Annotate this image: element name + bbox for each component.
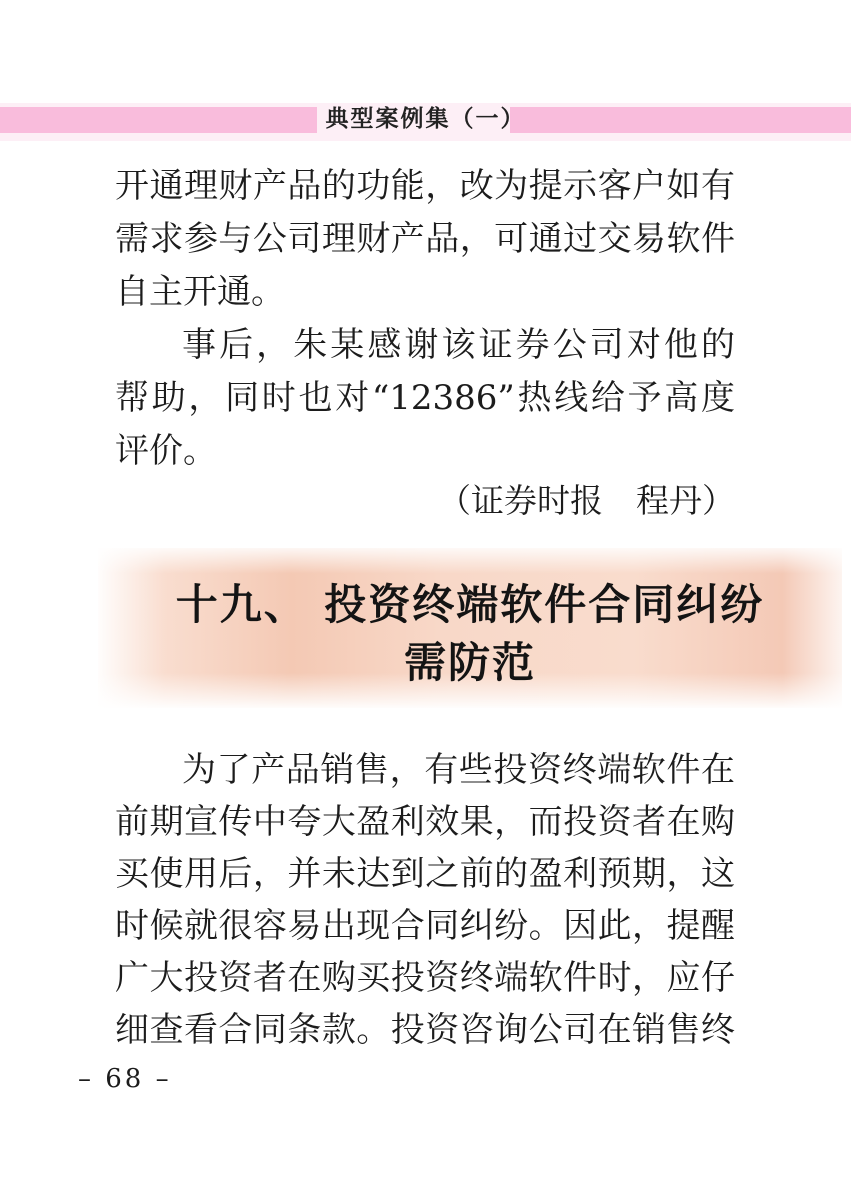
paragraph3-line: 买使用后，并未达到之前的盈利预期，这 bbox=[115, 854, 735, 894]
paragraph1-line: 自主开通。 bbox=[115, 272, 285, 312]
paragraph1-line: 开通理财产品的功能，改为提示客户如有 bbox=[115, 166, 735, 206]
paragraph2-line: 帮助，同时也对“12386”热线给予高度 bbox=[115, 378, 735, 418]
paragraph3-line: 广大投资者在购买投资终端软件时，应仔 bbox=[115, 958, 735, 998]
running-header-title: 典型案例集（一） bbox=[325, 106, 526, 132]
body-column-lower bbox=[115, 744, 735, 1056]
section-heading-line2: 需防范 bbox=[403, 638, 536, 687]
paragraph3-line: 细查看合同条款。投资咨询公司在销售终 bbox=[115, 1010, 735, 1050]
paragraph3-line: 为了产品销售，有些投资终端软件在 bbox=[182, 750, 735, 790]
paragraph3-line: 前期宣传中夸大盈利效果，而投资者在购 bbox=[115, 802, 735, 842]
section-heading-line1: 十九、 投资终端软件合同纠纷 bbox=[175, 580, 765, 629]
paragraph2-line: 事后，朱某感谢该证券公司对他的 bbox=[182, 325, 735, 365]
paragraph3-line: 时候就很容易出现合同纠纷。因此，提醒 bbox=[115, 906, 735, 946]
paragraph1-line: 需求参与公司理财产品，可通过交易软件 bbox=[115, 219, 735, 259]
section-heading-band bbox=[98, 548, 842, 708]
body-column-upper bbox=[115, 160, 735, 524]
page-number: – 68 – bbox=[78, 1064, 172, 1094]
source-attribution: （证券时报 程丹） bbox=[438, 481, 735, 520]
paragraph2-line: 评价。 bbox=[115, 431, 217, 471]
